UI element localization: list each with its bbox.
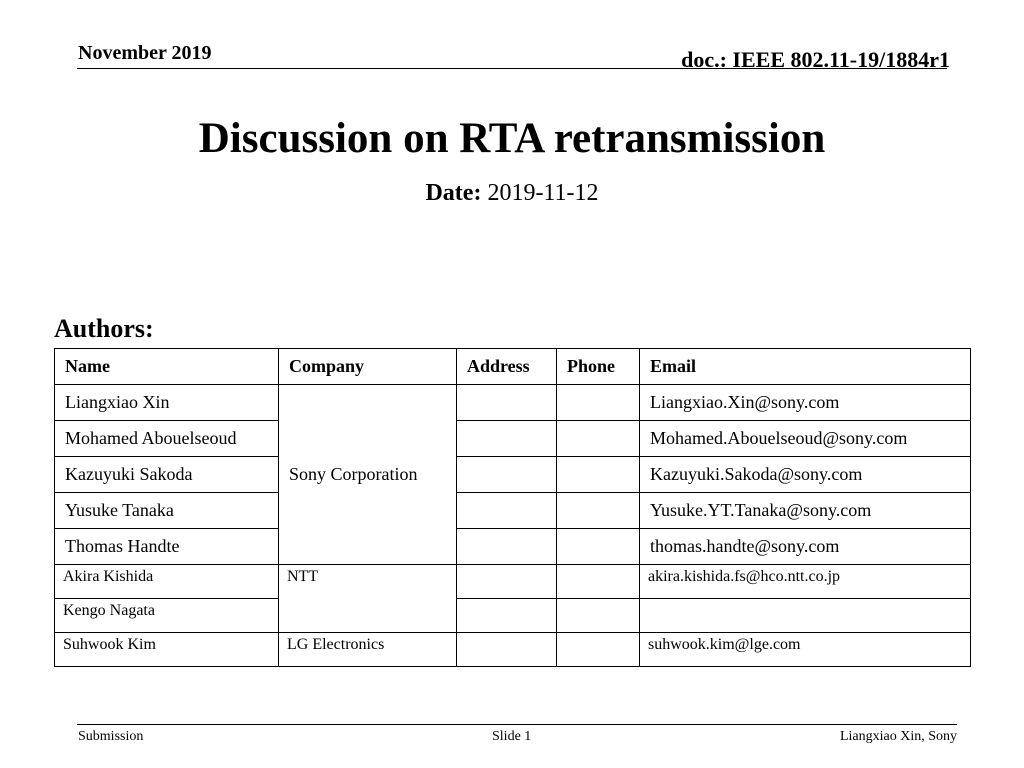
author-email [640, 599, 971, 633]
col-header-name: Name [55, 349, 279, 385]
author-name: Liangxiao Xin [55, 385, 279, 421]
author-address [457, 385, 557, 421]
col-header-address: Address [457, 349, 557, 385]
author-company: LG Electronics [279, 633, 457, 667]
table-row [55, 529, 971, 565]
author-phone [557, 565, 640, 599]
author-name: Thomas Handte [55, 529, 279, 565]
author-email: thomas.handte@sony.com [640, 529, 971, 565]
author-email: suhwook.kim@lge.com [640, 633, 971, 667]
author-address [457, 457, 557, 493]
author-phone [557, 493, 640, 529]
footer-submission: Submission [78, 729, 144, 744]
author-email: akira.kishida.fs@hco.ntt.co.jp [640, 565, 971, 599]
author-name: Yusuke Tanaka [55, 493, 279, 529]
author-address [457, 493, 557, 529]
header-divider [77, 68, 947, 69]
table-row [55, 457, 971, 493]
footer-divider [77, 724, 957, 725]
table-row [55, 493, 971, 529]
author-name: Mohamed Abouelseoud [55, 421, 279, 457]
author-address [457, 529, 557, 565]
author-company: Sony Corporation [279, 385, 457, 565]
table-row [55, 385, 971, 421]
footer-slide-number: Slide 1 [492, 729, 532, 744]
authors-heading: Authors: [54, 314, 154, 343]
author-phone [557, 457, 640, 493]
author-address [457, 565, 557, 599]
author-phone [557, 599, 640, 633]
table-header-row [55, 349, 971, 385]
author-name: Kazuyuki Sakoda [55, 457, 279, 493]
date-label: Date: [425, 180, 482, 206]
author-name: Kengo Nagata [55, 599, 279, 633]
slide-title: Discussion on RTA retransmission [198, 115, 826, 162]
author-company: NTT [279, 565, 457, 633]
author-name: Akira Kishida [55, 565, 279, 599]
author-phone [557, 421, 640, 457]
author-address [457, 633, 557, 667]
table-row [55, 633, 971, 667]
footer-author: Liangxiao Xin, Sony [839, 729, 957, 744]
author-phone [557, 385, 640, 421]
author-email: Liangxiao.Xin@sony.com [640, 385, 971, 421]
author-address [457, 599, 557, 633]
col-header-email: Email [640, 349, 971, 385]
col-header-company: Company [279, 349, 457, 385]
col-header-phone: Phone [557, 349, 640, 385]
author-name: Suhwook Kim [55, 633, 279, 667]
authors-table [54, 348, 971, 667]
table-row [55, 565, 971, 599]
table-row [55, 421, 971, 457]
header-date: November 2019 [78, 42, 212, 64]
header-doc-id: doc.: IEEE 802.11-19/1884r1 [681, 47, 950, 72]
author-address [457, 421, 557, 457]
author-email: Mohamed.Abouelseoud@sony.com [640, 421, 971, 457]
date-line [0, 180, 1024, 207]
author-phone [557, 529, 640, 565]
author-email: Yusuke.YT.Tanaka@sony.com [640, 493, 971, 529]
author-phone [557, 633, 640, 667]
table-row [55, 599, 971, 633]
author-email: Kazuyuki.Sakoda@sony.com [640, 457, 971, 493]
date-value: 2019-11-12 [487, 180, 599, 206]
